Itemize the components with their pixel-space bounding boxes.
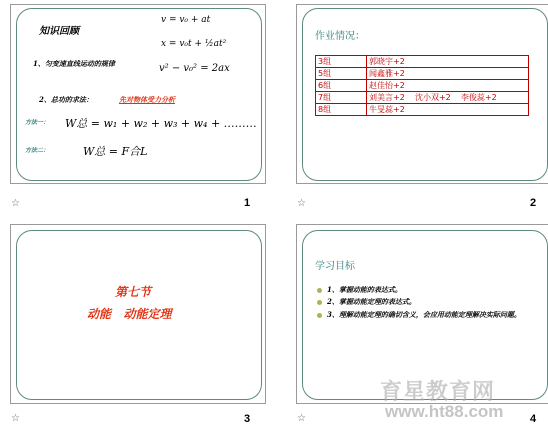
star-outline-icon[interactable]: ☆ xyxy=(297,198,306,209)
method1-label: 方法一： xyxy=(25,119,50,126)
slide-thumbnail-1[interactable] xyxy=(10,4,266,184)
slide-number-2: 2 xyxy=(530,197,537,209)
group-cell: 6组 xyxy=(316,80,367,92)
homework-table xyxy=(315,55,529,116)
watermark-brand: 育星教育网 xyxy=(380,380,496,405)
formula-velocity: v = v₀ + at xyxy=(161,15,211,25)
slide-thumbnail-3[interactable] xyxy=(10,224,266,404)
bullet-icon xyxy=(317,313,322,318)
slide-number-1: 1 xyxy=(244,197,251,209)
formula-velocity-squared: v² − v₀² = 2ax xyxy=(159,63,230,74)
line-total-work-highlight: 先对物体受力分析 xyxy=(119,95,175,104)
line-total-work-label: 2、总功的求法： xyxy=(39,95,93,104)
table-row xyxy=(316,104,529,116)
review-title: 知识回顾 xyxy=(39,26,79,37)
slide-number-3: 3 xyxy=(244,413,251,425)
group-cell: 8组 xyxy=(316,104,367,116)
table-row xyxy=(316,56,529,68)
goal-item: 1、掌握动能的表达式。 xyxy=(317,285,402,295)
names-cell: 闻鑫雅+2 xyxy=(367,68,529,80)
slide-thumbnail-2[interactable] xyxy=(296,4,548,184)
line-motion-law: 1、匀变速直线运动的规律 xyxy=(33,59,115,68)
table-row xyxy=(316,80,529,92)
watermark-url: www.ht88.com xyxy=(385,402,504,421)
names-cell: 赵佳怡+2 xyxy=(367,80,529,92)
star-outline-icon[interactable]: ☆ xyxy=(11,198,20,209)
bullet-icon xyxy=(317,288,322,293)
section-title: 第七节 xyxy=(115,285,152,299)
group-cell: 3组 xyxy=(316,56,367,68)
method2-label: 方法二： xyxy=(25,147,50,154)
star-outline-icon[interactable]: ☆ xyxy=(11,413,20,424)
method1-formula: W总 = w₁ + w₂ + w₃ + w₄ + ……… xyxy=(65,117,257,130)
method2-formula: W总 = F合L xyxy=(83,145,148,158)
group-cell: 7组 xyxy=(316,92,367,104)
table-row xyxy=(316,92,529,104)
formula-displacement: x = v₀t + ½at² xyxy=(161,39,227,49)
topic-title: 动能 动能定理 xyxy=(87,307,172,321)
names-cell: 刘美言+2 沈小双+2 李俊蕊+2 xyxy=(367,92,529,104)
homework-title: 作业情况： xyxy=(315,31,365,42)
bullet-icon xyxy=(317,300,322,305)
slide-number-4: 4 xyxy=(530,413,537,425)
goal-item: 3、理解动能定理的确切含义，会应用动能定理解决实际问题。 xyxy=(317,309,529,321)
table-row xyxy=(316,68,529,80)
names-cell: 郭晓宇+2 xyxy=(367,56,529,68)
star-outline-icon[interactable]: ☆ xyxy=(297,413,306,424)
names-cell: 牛旻蕊+2 xyxy=(367,104,529,116)
goal-item: 2、掌握动能定理的表达式。 xyxy=(317,297,416,307)
group-cell: 5组 xyxy=(316,68,367,80)
goals-title: 学习目标 xyxy=(315,261,355,272)
